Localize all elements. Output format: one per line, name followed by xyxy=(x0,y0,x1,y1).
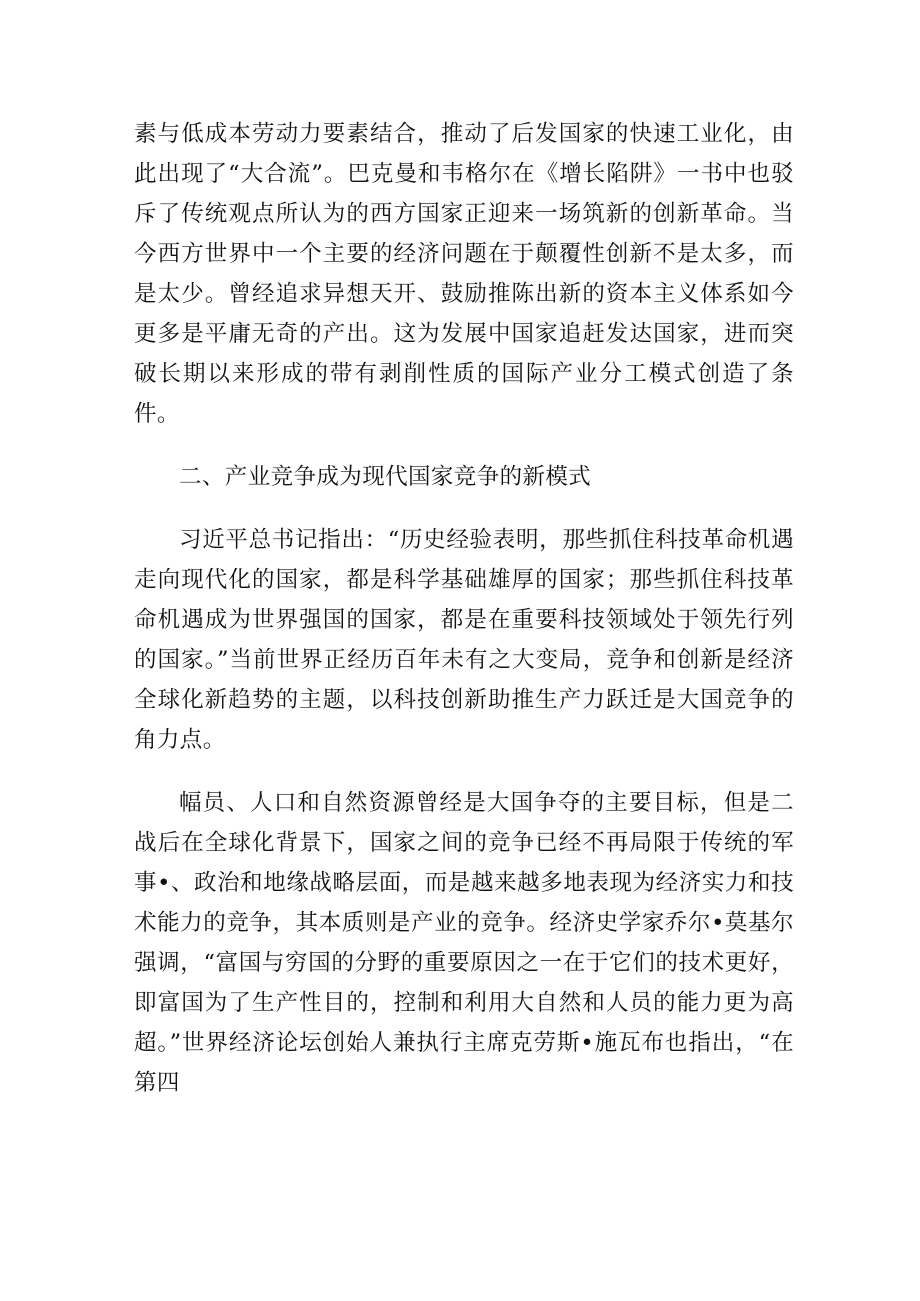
paragraph-industry-competition: 幅员、人口和自然资源曾经是大国争夺的主要目标，但是二战后在全球化背景下，国家之间的竞争已经不再局限于传统的军事•、政治和地缘战略层面，而是越来越多地表现为经济实力和技术能力的竞争，其本质则是产业的竞争。经济史学家乔尔•莫基尔强调，“富国与穷国的分野的重要原因之一在于它们的技术更好，即富国为了生产性目的，控制和利用大自然和人员的能力更为高超。”世界经济论坛创始人兼执行主席克劳斯•施瓦布也指出，“在第四 xyxy=(134,790,794,1096)
paragraph-continuation: 素与低成本劳动力要素结合，推动了后发国家的快速工业化，由此出现了“大合流”。巴克曼和韦格尔在《增长陷阱》一书中也驳斥了传统观点所认为的西方国家正迎来一场筑新的创新革命。当今西方世界中一个主要的经济问题在于颠覆性创新不是太多，而是太少。曾经追求异想天开、鼓励推陈出新的资本主义体系如今更多是平庸无奇的产出。这为发展中国家追赶发达国家，进而突破长期以来形成的带有剥削性质的国际产业分工模式创造了条件。 xyxy=(134,121,794,427)
document-body xyxy=(134,114,794,1103)
section-heading: 二、产业竞争成为现代国家竞争的新模式 xyxy=(179,464,592,490)
paragraph-xi-quote: 习近平总书记指出：“历史经验表明，那些抓住科技革命机遇走向现代化的国家，都是科学基础雄厚的国家；那些抓住科技革命机遇成为世界强国的国家，都是在重要科技领域处于领先行列的国家。”当前世界正经历百年未有之大变局，竞争和创新是经济全球化新趋势的主题，以科技创新助推生产力跃迁是大国竞争的角力点。 xyxy=(134,527,794,753)
